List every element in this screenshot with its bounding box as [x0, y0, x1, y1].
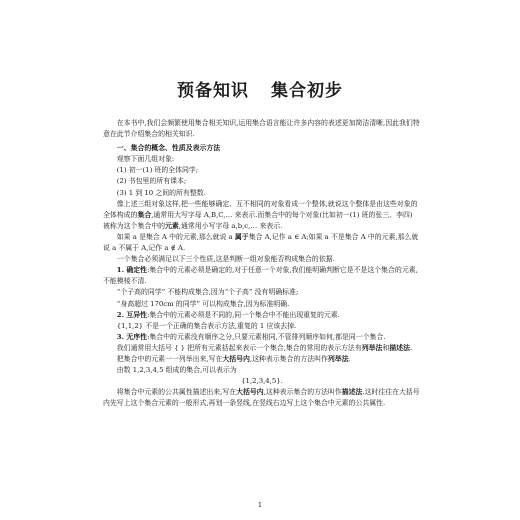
text-segment: 由数 1,2,3,4,5 组成的集合,可以表示为: [116, 366, 237, 375]
text-segment: 将集合中元素的公共属性描述出来,写在: [116, 388, 237, 397]
paragraph: [103, 376, 421, 387]
paragraph: [103, 118, 421, 140]
text-segment: 一、集合的概念、性质及表示方法: [116, 144, 221, 153]
text-segment: ,这种表示集合的方法叫作: [249, 354, 328, 363]
paragraph: [103, 154, 421, 165]
page-number-value: 1: [257, 501, 263, 509]
bold-term: 描述法: [389, 343, 410, 352]
text-segment: 像上述三组对象这样,把一些能够确定、互不相同的对象看成一个整体,就说这个整体是由这些对象的全体构成的: [103, 199, 418, 219]
text-segment: 和: [382, 343, 390, 352]
text-segment: 在本书中,我们会频繁使用集合相关知识,运用集合语言能让许多内容的表述更加简洁清晰,因此我们特意在此节介绍集合的相关知识.: [103, 119, 420, 139]
bold-term: 集合: [137, 210, 152, 219]
text-segment: :集合中的元素必须是确定的,对于任意一个对象,我们能明确判断它是不是这个集合的元素,不能模棱不清.: [103, 266, 418, 286]
paragraph: [103, 299, 421, 310]
bold-term: 描述法: [341, 388, 363, 397]
bold-term: 大括号内: [222, 354, 250, 363]
text-segment: “身高超过 170cm 的同学” 可以构成集合,因为标准明确.: [116, 299, 290, 308]
text-segment: 一个集合必须满足以下三个性质,这是判断一组对象能否构成集合的依据.: [116, 255, 335, 264]
paragraph: [103, 199, 421, 232]
paragraph: [103, 287, 421, 298]
paragraph: [103, 332, 421, 343]
bold-term: 列举法: [327, 354, 349, 363]
text-segment: ,通常用小写字母 a,b,c,… 来表示.: [178, 221, 283, 230]
bold-term: 列举法: [361, 343, 383, 352]
title-right: 集合初步: [271, 81, 343, 101]
paragraph: [103, 176, 421, 187]
text-segment: .: [348, 354, 351, 363]
paragraph: [103, 188, 421, 199]
paragraph: [103, 232, 421, 254]
paragraph: [103, 387, 421, 409]
bold-term: 2. 互异性: [116, 310, 148, 319]
text-segment: 我们通常用大括号 { } 把所有元素括起来表示一个集合,集合的常用的表示方法有: [116, 343, 362, 352]
page-number: [0, 501, 520, 509]
text-segment: ,这种表示集合的方法叫作: [263, 388, 342, 397]
bold-term: 属于: [234, 232, 249, 241]
text-segment: :集合中的元素必须是不同的,同一个集合中不能出现重复的元素.: [147, 310, 340, 319]
text-segment: .: [409, 343, 413, 352]
bold-term: 1. 确定性: [116, 266, 148, 275]
bold-term: 大括号内: [236, 388, 264, 397]
text-segment: 集合 A,记作 a ∈ A;如果 a 不是集合 A 中的元素,那么就说 a 不属于 A,记作 a ∉ A.: [103, 232, 419, 253]
paragraph: [103, 254, 421, 265]
text-segment: :集合中的元素没有顺序之分,只要元素相同,不管排列顺序如何,都是同一个集合.: [147, 332, 386, 341]
paragraph: [103, 343, 421, 354]
page-title: [0, 76, 520, 101]
text-segment: 观察下面几组对象:: [116, 155, 175, 164]
paragraph: [103, 265, 421, 287]
text-segment: (3) 1 到 10 之间的所有整数.: [116, 188, 206, 197]
text-segment: (2) 书包里的所有课本;: [116, 177, 187, 186]
bold-term: 元素: [165, 221, 179, 230]
title-left: 预备知识: [177, 81, 249, 101]
paragraph: [103, 165, 421, 176]
paragraph: [103, 321, 421, 332]
paragraph: [103, 310, 421, 321]
text-segment: .这时往往在大括号内先写上这个集合元素的一般形式,再划一条竖线,在竖线右边写上这个集合中元素的公共属性.: [103, 388, 420, 408]
text-segment: “个子高的同学” 不能构成集合,因为“个子高” 没有明确标准;: [116, 288, 299, 297]
paragraph: [103, 354, 421, 365]
text-segment: 如果 a 是集合 A 中的元素,那么就说 a: [116, 232, 235, 241]
text-segment: ,通常用大写字母 A,B,C,… 来表示.而集合中的每个对象(比如初一(1) 班的张三、李四) 被称为这个集合中的: [103, 210, 413, 230]
text-segment: 把集合中的元素一一列举出来,写在: [116, 354, 223, 363]
body-text: [103, 118, 421, 409]
text-segment: (1) 初一(1) 班的全体同学;: [116, 166, 199, 175]
text-segment: {1,1,2} 不是一个正确的集合表示方法,重复的 1 应该去掉.: [116, 321, 297, 330]
paragraph: [103, 143, 421, 154]
bold-term: 3. 无序性: [116, 332, 148, 341]
text-segment: {1,2,3,4,5}.: [241, 377, 283, 386]
paragraph: [103, 365, 421, 376]
